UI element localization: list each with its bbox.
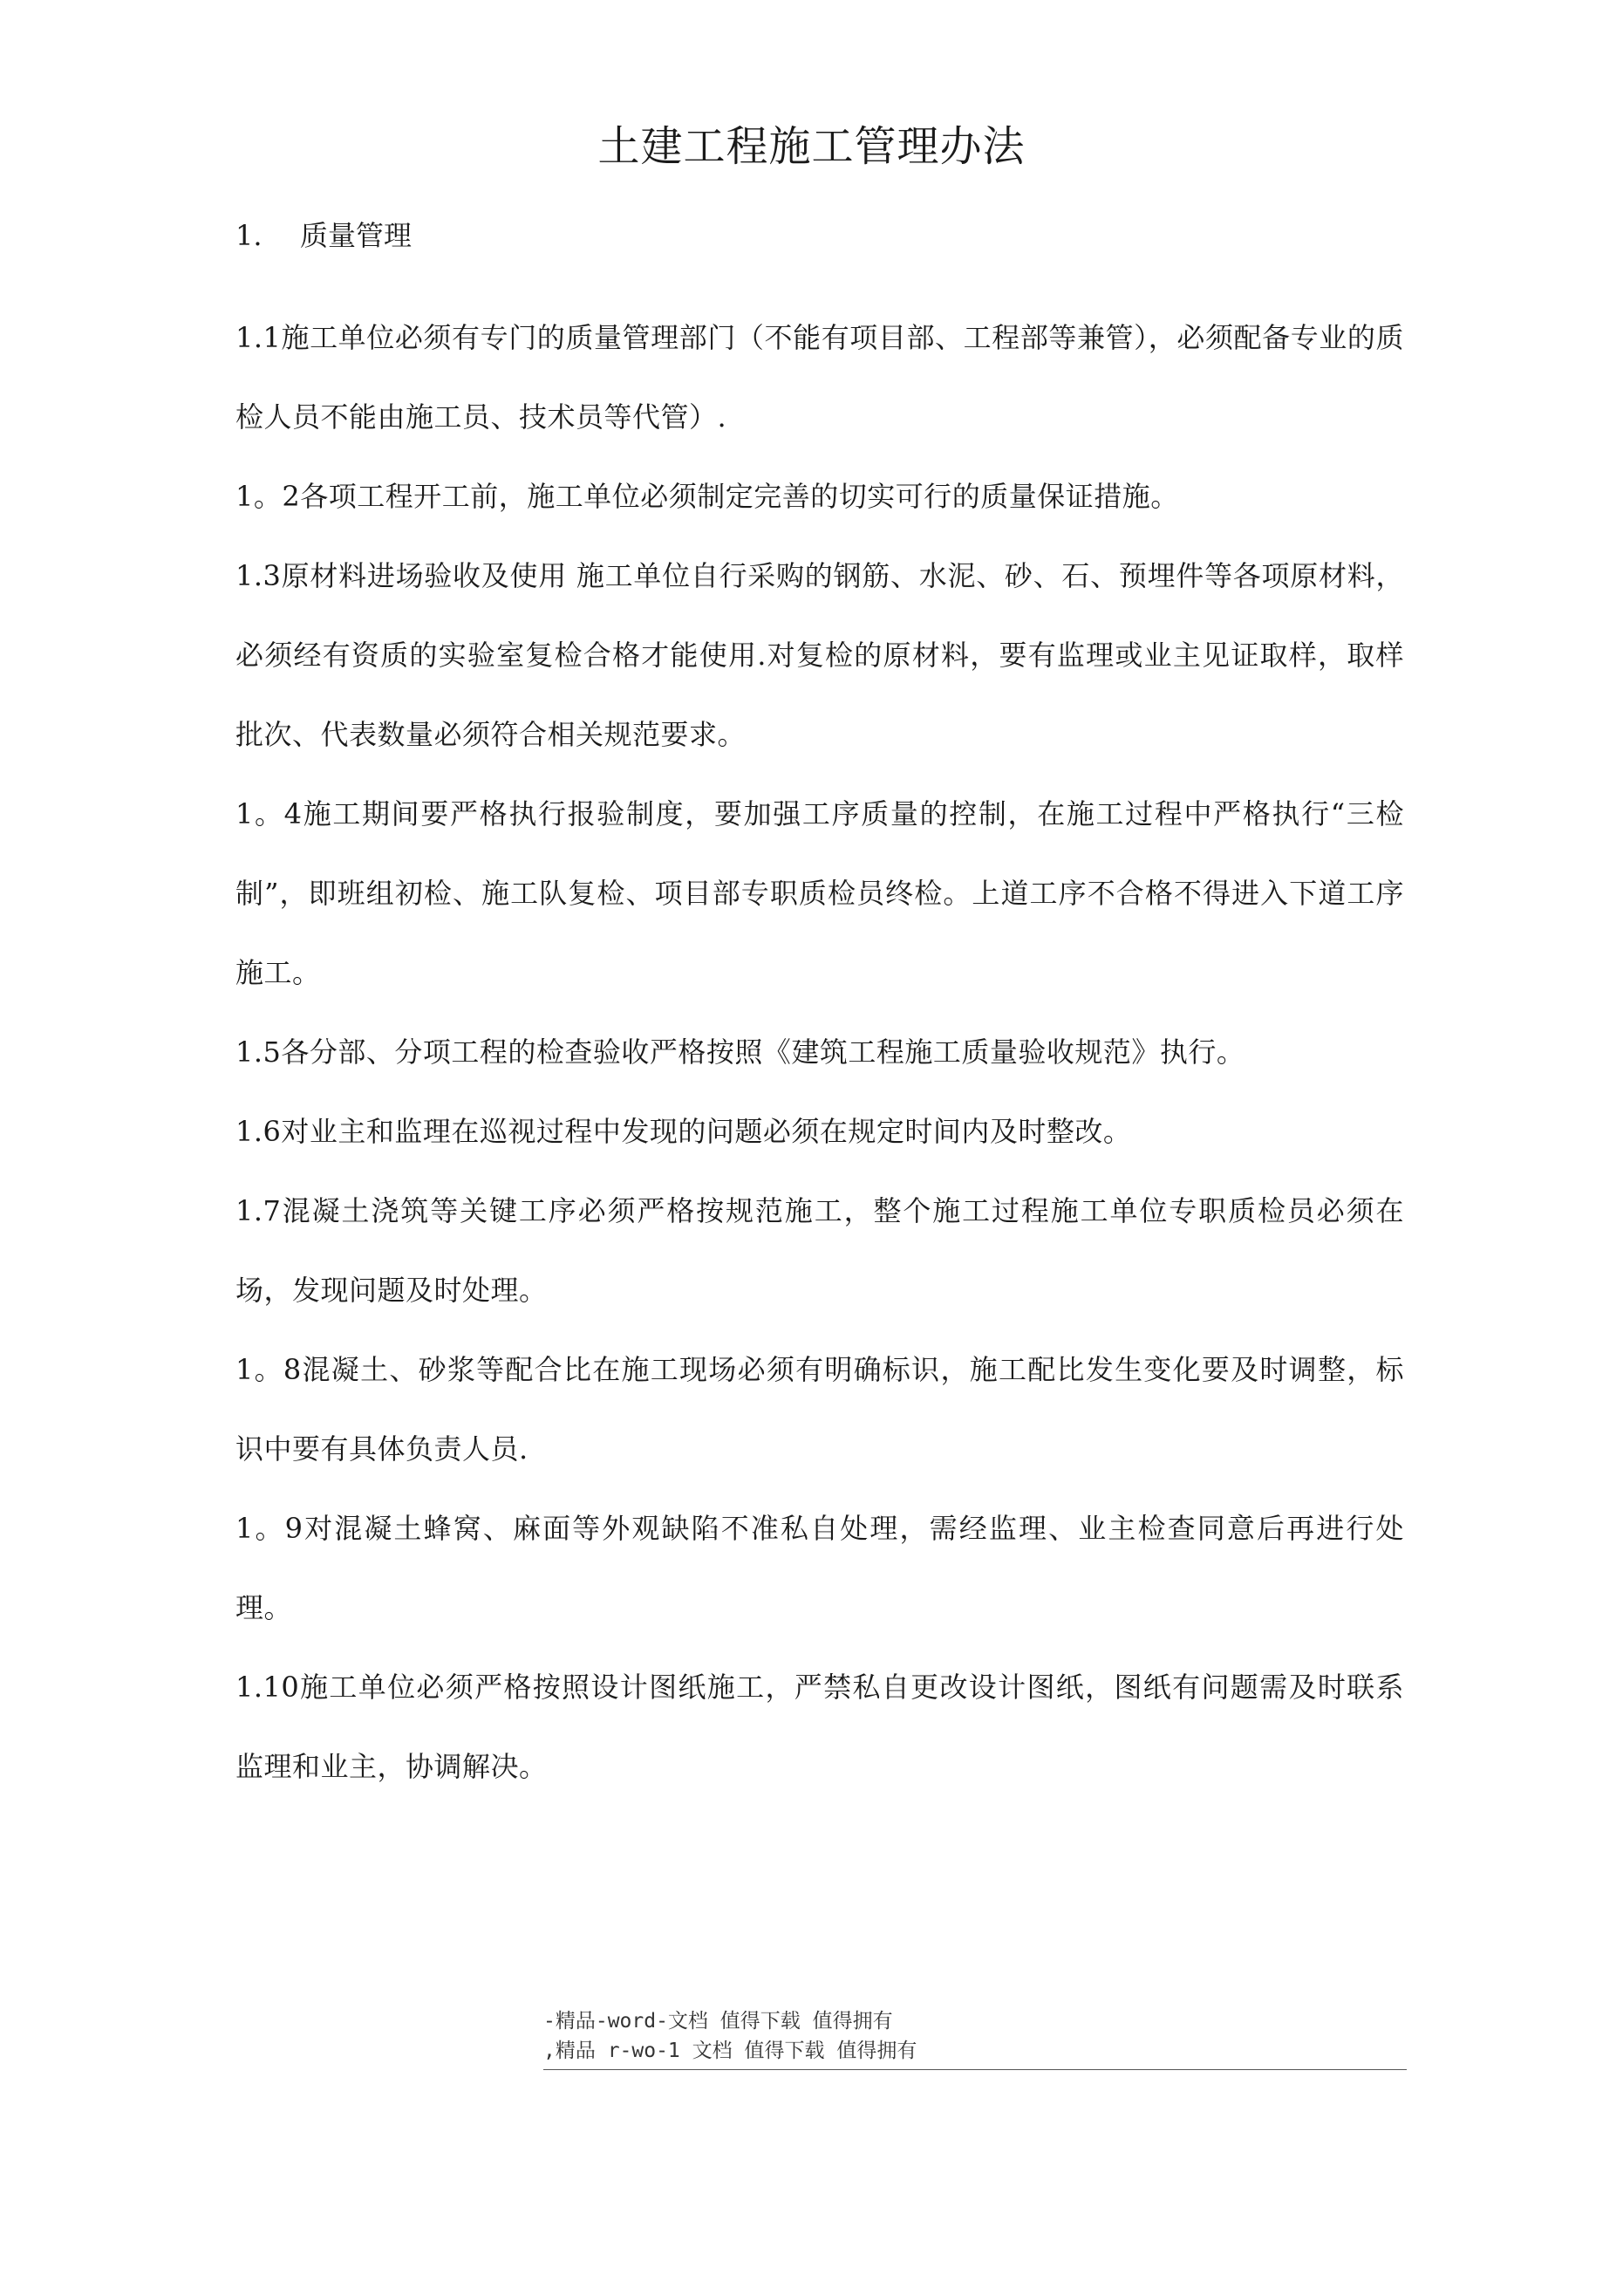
paragraph-1-5: 1.5各分部、分项工程的检查验收严格按照《建筑工程施工质量验收规范》执行。: [235, 1035, 1245, 1069]
document-title: 土建工程施工管理办法: [597, 122, 1026, 171]
section-title: 质量管理: [300, 219, 413, 252]
page-footer: [543, 2006, 1407, 2066]
paragraph-1-7: 1.7混凝土浇筑等关键工序必须严格按规范施工，整个施工过程施工单位专职质检员必须在场，发现问题及时处理。: [235, 1194, 1404, 1307]
paragraph-1-6: 1.6对业主和监理在巡视过程中发现的问题必须在规定时间内及时整改。: [235, 1115, 1132, 1148]
paragraph-1-10: 1.10施工单位必须严格按照设计图纸施工，严禁私自更改设计图纸，图纸有问题需及时联系监理和业主，协调解决。: [235, 1671, 1404, 1783]
paragraph-1-1: 1.1施工单位必须有专门的质量管理部门（不能有项目部、工程部等兼管），必须配备专业的质检人员不能由施工员、技术员等代管）.: [235, 321, 1404, 434]
paragraph-1-8: 1。8混凝土、砂浆等配合比在施工现场必须有明确标识，施工配比发生变化要及时调整，标识中要有具体负责人员.: [235, 1353, 1404, 1466]
footer-divider: [543, 2069, 1407, 2070]
section-number: 1.: [235, 219, 263, 252]
footer-line-1: -精品-word-文档 值得下载 值得拥有: [543, 2010, 893, 2033]
paragraph-1-3: 1.3原材料进场验收及使用 施工单位自行采购的钢筋、水泥、砂、石、预埋件等各项原材料，必须经有资质的实验室复检合格才能使用.对复检的原材料，要有监理或业主见证取样，取样批次、代表数量必须符合相关规范要求。: [235, 559, 1404, 751]
footer-line-2: ,精品 r-wo-1 文档 值得下载 值得拥有: [543, 2040, 917, 2062]
document-body: [235, 298, 1404, 1807]
paragraph-1-2: 1。2各项工程开工前，施工单位必须制定完善的切实可行的质量保证措施。: [235, 480, 1179, 513]
paragraph-1-4: 1。4施工期间要严格执行报验制度，要加强工序质量的控制，在施工过程中严格执行“三检制”，即班组初检、施工队复检、项目部专职质检员终检。上道工序不合格不得进入下道工序施工。: [235, 797, 1404, 989]
paragraph-1-9: 1。9对混凝土蜂窝、麻面等外观缺陷不准私自处理，需经监理、业主检查同意后再进行处理。: [235, 1512, 1404, 1624]
section-heading: [235, 216, 412, 255]
